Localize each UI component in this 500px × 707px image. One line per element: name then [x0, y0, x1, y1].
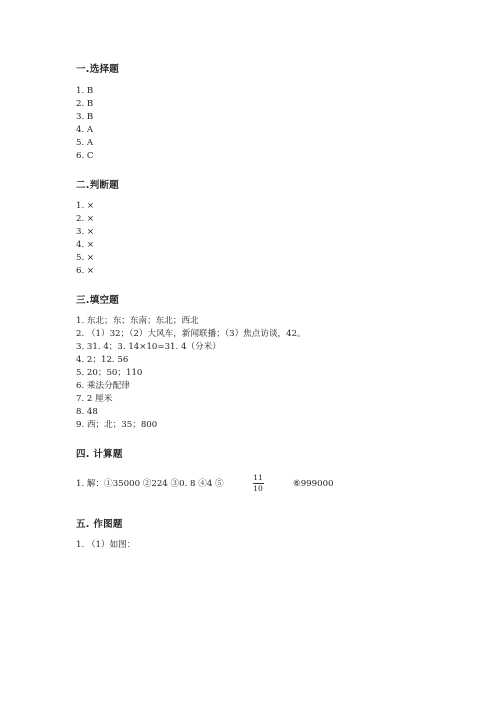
- choice-answer-2: 2. B: [76, 99, 94, 109]
- choice-answer-3: 3. B: [76, 112, 94, 122]
- choice-answer-6: 6. C: [76, 151, 94, 161]
- judge-answer-4: 4. ×: [76, 240, 95, 250]
- judge-answer-2: 2. ×: [76, 214, 95, 224]
- fill-answer-9: 9. 西；北；35；800: [76, 420, 158, 430]
- choice-answer-5: 5. A: [76, 138, 94, 148]
- fraction-denominator: 10: [253, 484, 263, 493]
- fill-answer-5: 5. 20；50；110: [76, 368, 143, 378]
- calc-answer-prefix: 1. 解：①35000 ②224 ③0. 8 ④4 ⑤: [76, 479, 224, 489]
- section-title-choice: 一.选择题: [76, 64, 120, 75]
- fill-answer-6: 6. 乘法分配律: [76, 381, 130, 391]
- fill-answer-1: 1. 东北；东；东南；东北；西北: [76, 316, 199, 326]
- choice-answer-1: 1. B: [76, 86, 94, 96]
- fill-answer-2: 2. （1）32；（2）大风车，新闻联播；（3）焦点访谈，42。: [76, 329, 306, 339]
- section-title-fill: 三.填空题: [76, 295, 120, 306]
- fill-answer-3: 3. 31. 4；3. 14×10=31. 4（分米）: [76, 342, 221, 352]
- section-title-draw: 五. 作图题: [76, 519, 123, 530]
- choice-answer-4: 4. A: [76, 125, 94, 135]
- judge-answer-1: 1. ×: [76, 201, 95, 211]
- judge-answer-6: 6. ×: [76, 266, 95, 276]
- judge-answer-3: 3. ×: [76, 227, 95, 237]
- fill-answer-4: 4. 2；12. 56: [76, 355, 129, 365]
- section-title-judge: 二.判断题: [76, 180, 120, 191]
- fill-answer-8: 8. 48: [76, 407, 98, 417]
- judge-answer-5: 5. ×: [76, 253, 95, 263]
- fraction-numerator: 11: [253, 473, 263, 482]
- calc-answer-suffix: ⑥999000: [293, 479, 334, 489]
- draw-answer-1: 1. （1）如图：: [76, 540, 136, 550]
- section-title-calc: 四. 计算题: [76, 449, 123, 460]
- fill-answer-7: 7. 2 厘米: [76, 394, 113, 404]
